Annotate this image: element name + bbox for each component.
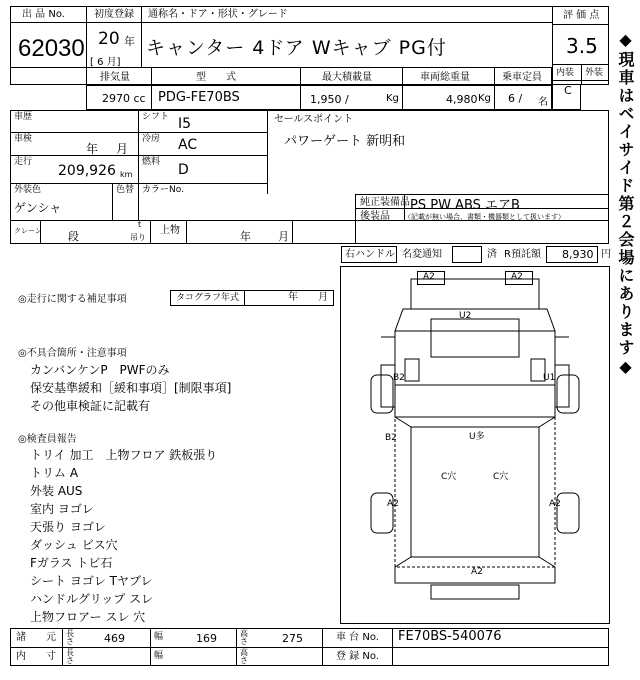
damage-mark: C穴 (441, 472, 457, 482)
inspector-line: 外装 AUS (30, 484, 83, 498)
defect-title: ◎不具合箇所・注意事項 (18, 348, 127, 359)
inspector-line: Fガラス トビ石 (30, 556, 113, 570)
aftermarket-label: 後装品 (360, 211, 390, 222)
rating-label: 評 価 点 (563, 10, 600, 21)
r-reserve-label: R預託額 (504, 249, 541, 260)
inspector-line: 上物フロアー スレ 穴 (30, 610, 146, 624)
max-load-label: 最大積載量 (322, 72, 372, 83)
damage-mark: C穴 (493, 472, 509, 482)
color-code-label: カラーNo. (142, 185, 184, 195)
max-load-unit: Kg (386, 93, 399, 104)
tachograph-year: 年 (288, 292, 298, 303)
capacity-label: 乗車定員 (502, 72, 542, 83)
car-name-label: 通称名・ドア・形状・グレード (148, 9, 288, 20)
car-name: キャンター 4ドア Wキャブ PG付 (146, 37, 447, 59)
defect-line: カンバンケンP PWFのみ (30, 363, 170, 377)
damage-mark: A2 (423, 272, 435, 282)
ac-value: AC (178, 137, 198, 153)
capacity-unit: 名 (538, 97, 548, 108)
crane-stage-label: 段 (68, 230, 79, 243)
crane-hang-label: 吊り (130, 233, 146, 242)
inner-dims-label: 内 寸 (16, 651, 56, 662)
vehicle-diagram (340, 266, 610, 624)
running-title: ◎走行に関する補足事項 (18, 294, 127, 305)
damage-mark: A2 (387, 499, 399, 509)
damage-mark: U多 (469, 432, 485, 442)
shift-value: I5 (178, 116, 192, 132)
model-value: PDG-FE70BS (158, 90, 240, 105)
inner-length-label: 長さ (66, 648, 74, 665)
interior-grade: C (564, 84, 572, 97)
length-label: 長さ (66, 629, 74, 646)
first-reg-month: [ 6 月] (90, 57, 121, 68)
upper-year-label: 年 (240, 230, 251, 243)
crane-label: クレーン (14, 227, 42, 235)
damage-mark: A2 (549, 499, 561, 509)
r-reserve-value: 8,930 (562, 248, 594, 261)
inspector-title: ◎検査員報告 (18, 434, 77, 445)
damage-mark: B2 (393, 373, 405, 383)
lot-label: 出 品 No. (22, 9, 65, 20)
inspection-label: 車検 (14, 134, 33, 144)
fuel-value: D (178, 162, 189, 178)
registration-label: 登 録 No. (336, 651, 379, 662)
height-label: 高さ (240, 629, 248, 646)
damage-mark: U1 (543, 373, 556, 383)
displacement-value: 2970 cc (102, 92, 146, 105)
inspector-line: 天張り ヨゴレ (30, 520, 106, 534)
right-handle-label: 右ハンドル (345, 249, 395, 260)
color-change-label: 色替 (116, 185, 135, 195)
inspection-year: 年 (86, 142, 99, 156)
ac-label: 冷房 (142, 134, 161, 144)
first-reg-year: 20 (98, 29, 120, 49)
location-banner: ◆現車はベイサイド第２会場にあります◆ (616, 30, 635, 378)
fuel-label: 燃料 (142, 157, 161, 167)
aftermarket-note: （記載が無い場合、書類・機器類として扱います） (404, 213, 565, 221)
tachograph-month: 月 (318, 292, 328, 303)
gross-weight-unit: Kg (478, 93, 491, 104)
tachograph-label: タコグラフ年式 (176, 293, 240, 303)
first-reg-year-unit: 年 (124, 35, 135, 48)
rating-value: 3.5 (566, 34, 598, 58)
mileage-label: 走行 (14, 157, 33, 167)
inspector-line: シート ヨゴレ Tヤブレ (30, 574, 153, 588)
upper-month-label: 月 (278, 230, 289, 243)
model-label: 型 式 (196, 72, 236, 83)
sales-point-label: セールスポイント (274, 114, 354, 125)
exterior-color-label: 外装色 (14, 185, 42, 195)
damage-mark: A2 (471, 567, 483, 577)
equipment-value: PS PW ABS エアB (410, 198, 520, 213)
inner-height-label: 高さ (240, 648, 248, 665)
exterior-color-value: ゲンシャ (14, 201, 62, 215)
mileage-unit: km (120, 170, 133, 179)
defect-line: その他車検証に記載有 (30, 399, 151, 413)
max-load-value: 1,950 / (310, 93, 349, 106)
gross-weight-label: 車両総重量 (420, 72, 470, 83)
damage-mark: B2 (385, 433, 397, 443)
shift-label: シフト (142, 112, 170, 122)
interior-grade-label: 内装 (556, 68, 575, 78)
length-value: 469 (104, 632, 125, 645)
name-change-label: 名変通知 (402, 249, 442, 260)
chassis-value: FE70BS-540076 (398, 629, 502, 644)
displacement-label: 排気量 (100, 72, 130, 83)
first-reg-label: 初度登録 (94, 9, 134, 20)
gross-weight-value: 4,980 (446, 93, 478, 106)
height-value: 275 (282, 632, 303, 645)
width-label: 幅 (154, 632, 164, 642)
tax-label: 済 (487, 249, 497, 260)
chassis-label: 車 台 No. (336, 632, 379, 643)
capacity-value: 6 / (508, 92, 523, 105)
sales-point-value: パワーゲート 新明和 (284, 134, 406, 149)
defect-line: 保安基準緩和［緩和事項］[制限事項] (30, 381, 232, 395)
inspector-line: 室内 ヨゴレ (30, 502, 94, 516)
inspection-month: 月 (116, 142, 129, 156)
inner-width-label: 幅 (154, 651, 164, 661)
dims-label: 諸 元 (16, 632, 56, 643)
damage-mark: U2 (459, 311, 472, 321)
crane-ton-label: t (138, 220, 142, 229)
inspector-line: トリイ 加工 上物フロア 鉄板張り (30, 448, 218, 462)
inspector-line: ダッシュ ビス穴 (30, 538, 118, 552)
inspector-line: ハンドルグリップ スレ (30, 592, 154, 606)
name-change-box (452, 246, 482, 263)
upper-label: 上物 (160, 225, 180, 236)
damage-mark: A2 (511, 272, 523, 282)
inspector-line: トリム A (30, 466, 79, 480)
history-label: 車歴 (14, 112, 33, 122)
mileage-value: 209,926 (58, 163, 116, 179)
lot-number: 62030 (18, 35, 85, 62)
equipment-label: 純正装備品 (360, 197, 410, 208)
width-value: 169 (196, 632, 217, 645)
r-reserve-unit: 円 (601, 249, 611, 260)
exterior-grade-label: 外装 (585, 68, 604, 78)
